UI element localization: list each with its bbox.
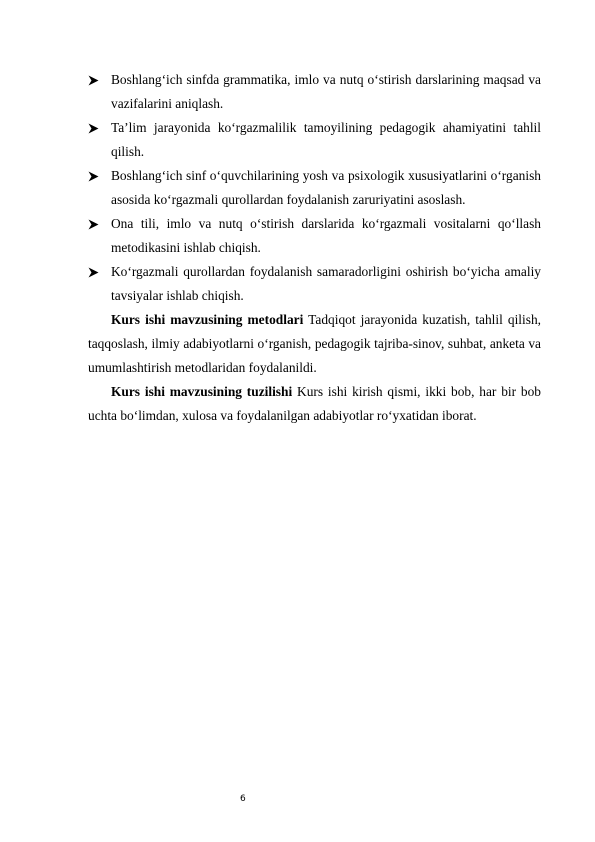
objective-text: Ko‘rgazmali qurollardan foydalanish samaradorligini oshirish bo‘yicha amaliy tavsiyalar ishlab chiqish. xyxy=(111,264,541,303)
page-content xyxy=(88,68,541,428)
arrowhead-bullet-icon xyxy=(88,219,99,230)
objective-item-2 xyxy=(88,116,541,164)
objective-item-5 xyxy=(88,260,541,308)
objective-item-1 xyxy=(88,68,541,116)
arrowhead-bullet-icon xyxy=(88,267,99,278)
arrowhead-bullet-icon xyxy=(88,171,99,182)
methods-text: Tadqiqot jarayonida kuzatish, tahlil qilish, taqqoslash, ilmiy adabiyotlarni o‘rganish, pedagogik tajriba-sinov, suhbat, anketa va umumlashtirish metodlaridan foydalanildi. xyxy=(88,312,541,375)
arrowhead-bullet-icon xyxy=(88,123,99,134)
structure-heading: Kurs ishi mavzusining tuzilishi xyxy=(111,384,293,399)
objective-text: Boshlang‘ich sinfda grammatika, imlo va nutq o‘stirish darslarining maqsad va vazifalarini aniqlash. xyxy=(111,72,541,111)
objective-text: Ta’lim jarayonida ko‘rgazmalilik tamoyilining pedagogik ahamiyatini tahlil qilish. xyxy=(111,120,541,159)
structure-text: Kurs ishi kirish qismi, ikki bob, har bir bob uchta bo‘limdan, xulosa va foydalanilgan adabiyotlar ro‘yxatidan iborat. xyxy=(88,384,541,423)
objective-item-4 xyxy=(88,212,541,260)
structure-paragraph xyxy=(88,380,541,428)
methods-heading: Kurs ishi mavzusining metodlari xyxy=(111,312,304,327)
objective-text: Ona tili, imlo va nutq o‘stirish darslarida ko‘rgazmali vositalarni qo‘llash metodikasini ishlab chiqish. xyxy=(111,216,541,255)
methods-paragraph xyxy=(88,308,541,380)
objective-item-3 xyxy=(88,164,541,212)
page-number: 6 xyxy=(240,794,246,804)
objective-text: Boshlang‘ich sinf o‘quvchilarining yosh va psixologik xususiyatlarini o‘rganish asosida ko‘rgazmali qurollardan foydalanish zaruriyatini asoslash. xyxy=(111,168,541,207)
arrowhead-bullet-icon xyxy=(88,75,99,86)
